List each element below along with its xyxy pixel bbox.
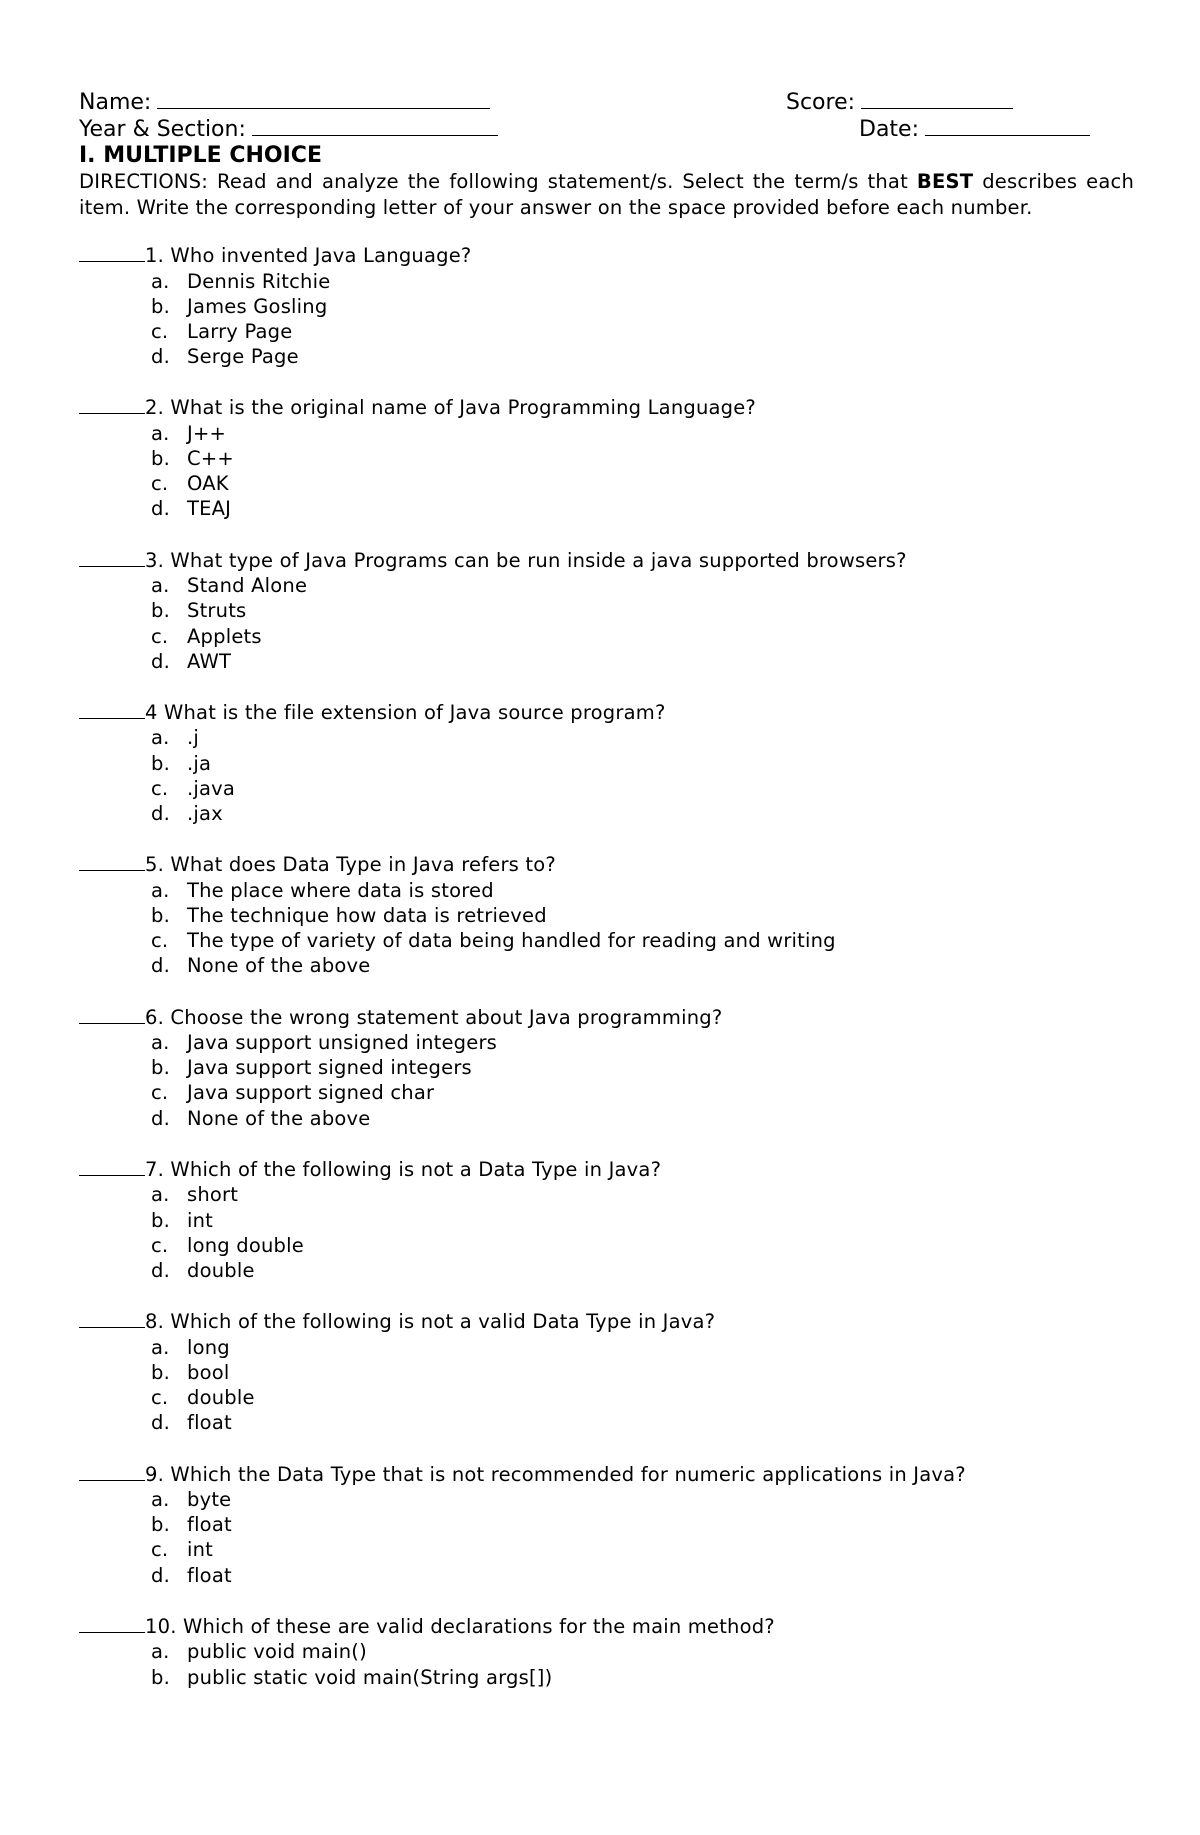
choice-item — [151, 319, 1134, 344]
question-line — [79, 851, 1134, 878]
choice-text: Applets — [187, 624, 262, 648]
choice-text: float — [187, 1411, 232, 1435]
question-text: 7. Which of the following is not a Data Type in Java? — [145, 1157, 662, 1181]
choice-text: long — [187, 1335, 230, 1359]
choice-text: The type of variety of data being handled for reading and writing — [187, 929, 836, 953]
choice-list — [79, 1487, 1134, 1588]
choice-item — [151, 1665, 1134, 1690]
choice-letter: b. — [151, 1208, 170, 1232]
choice-item — [151, 598, 1134, 623]
choice-text: Stand Alone — [187, 574, 308, 598]
name-field[interactable] — [79, 88, 490, 116]
question-line — [79, 1461, 1134, 1488]
question-text: 6. Choose the wrong statement about Java programming? — [145, 1005, 723, 1029]
choice-letter: a. — [151, 1183, 170, 1207]
choice-item — [151, 1487, 1134, 1512]
choice-text: Struts — [187, 599, 247, 623]
choice-text: None of the above — [187, 954, 371, 978]
choice-item — [151, 1030, 1134, 1055]
answer-blank[interactable] — [79, 394, 145, 414]
choice-list — [79, 878, 1134, 979]
question-item — [79, 699, 1134, 826]
directions-part2: describes each item. Write the corresponding letter of your answer on the space provided before each number. — [79, 170, 1135, 219]
question-item — [79, 547, 1134, 674]
choice-text: double — [187, 1258, 255, 1282]
choice-item — [151, 1410, 1134, 1435]
choice-letter: b. — [151, 1056, 170, 1080]
question-text: 8. Which of the following is not a valid Data Type in Java? — [145, 1310, 716, 1334]
choice-letter: d. — [151, 1411, 170, 1435]
name-label: Name: — [79, 90, 152, 115]
choice-item — [151, 1208, 1134, 1233]
choice-item — [151, 1385, 1134, 1410]
directions-emphasis: BEST — [916, 170, 974, 193]
choice-letter: c. — [151, 1386, 169, 1410]
choice-letter: a. — [151, 1640, 170, 1664]
choice-list — [79, 1639, 1134, 1689]
choice-text: None of the above — [187, 1106, 371, 1130]
question-item — [79, 1156, 1134, 1283]
score-field[interactable] — [786, 88, 1013, 116]
question-item — [79, 242, 1134, 369]
score-blank[interactable] — [861, 88, 1013, 109]
choice-letter: a. — [151, 1335, 170, 1359]
question-item — [79, 1004, 1134, 1131]
choice-item — [151, 421, 1134, 446]
choice-item — [151, 1080, 1134, 1105]
choice-item — [151, 1537, 1134, 1562]
choice-letter: c. — [151, 1538, 169, 1562]
answer-blank[interactable] — [79, 699, 145, 719]
choice-item — [151, 1512, 1134, 1537]
date-label: Date: — [859, 117, 919, 142]
choice-item — [151, 751, 1134, 776]
choice-text: .j — [187, 726, 200, 750]
choice-letter: a. — [151, 574, 170, 598]
question-line — [79, 547, 1134, 574]
choice-item — [151, 269, 1134, 294]
answer-blank[interactable] — [79, 1156, 145, 1176]
choice-list — [79, 573, 1134, 674]
question-line — [79, 242, 1134, 269]
choice-item — [151, 1258, 1134, 1283]
question-line — [79, 1156, 1134, 1183]
question-text: 3. What type of Java Programs can be run inside a java supported browsers? — [145, 548, 907, 572]
choice-text: Java support signed integers — [187, 1056, 472, 1080]
choice-item — [151, 1106, 1134, 1131]
choice-item — [151, 1055, 1134, 1080]
choice-item — [151, 725, 1134, 750]
choice-list — [79, 1335, 1134, 1436]
choice-text: bool — [187, 1360, 230, 1384]
question-text: 5. What does Data Type in Java refers to? — [145, 853, 556, 877]
date-field[interactable] — [859, 115, 1090, 143]
choice-text: Java support unsigned integers — [187, 1031, 498, 1055]
directions-part1: DIRECTIONS: Read and analyze the following statement/s. Select the term/s that — [79, 170, 917, 193]
choice-list — [79, 725, 1134, 826]
choice-text: TEAJ — [187, 497, 232, 521]
answer-blank[interactable] — [79, 242, 145, 262]
quiz-page — [79, 88, 1134, 1715]
choice-letter: c. — [151, 624, 169, 648]
choice-text: Dennis Ritchie — [187, 269, 331, 293]
answer-blank[interactable] — [79, 547, 145, 567]
year-section-label: Year & Section: — [79, 117, 246, 142]
choice-letter: a. — [151, 726, 170, 750]
choice-letter: d. — [151, 1106, 170, 1130]
choice-letter: b. — [151, 1513, 170, 1537]
question-line — [79, 1613, 1134, 1640]
choice-letter: d. — [151, 1563, 170, 1587]
choice-letter: b. — [151, 903, 170, 927]
section-title: I. MULTIPLE CHOICE — [79, 143, 322, 168]
choice-text: .ja — [187, 751, 212, 775]
answer-blank[interactable] — [79, 1004, 145, 1024]
choice-letter: a. — [151, 878, 170, 902]
choice-text: .java — [187, 776, 236, 800]
question-text: 10. Which of these are valid declarations for the main method? — [145, 1614, 775, 1638]
header-row-1 — [79, 88, 1134, 115]
question-line — [79, 1004, 1134, 1031]
question-line — [79, 1308, 1134, 1335]
choice-item — [151, 878, 1134, 903]
choice-text: public void main() — [187, 1640, 367, 1664]
directions-text — [79, 169, 1134, 220]
choice-letter: b. — [151, 1360, 170, 1384]
name-blank[interactable] — [157, 88, 490, 109]
score-label: Score: — [786, 90, 856, 115]
choice-letter: c. — [151, 776, 169, 800]
choice-text: Serge Page — [187, 345, 299, 369]
choice-letter: a. — [151, 269, 170, 293]
choice-text: J++ — [187, 421, 227, 445]
choice-letter: a. — [151, 421, 170, 445]
choice-item — [151, 496, 1134, 521]
choice-letter: a. — [151, 1031, 170, 1055]
choice-item — [151, 1182, 1134, 1207]
question-list — [79, 242, 1134, 1690]
choice-letter: b. — [151, 447, 170, 471]
year-section-field[interactable] — [79, 115, 498, 143]
question-item — [79, 1461, 1134, 1588]
question-line — [79, 699, 1134, 726]
choice-item — [151, 294, 1134, 319]
choice-text: int — [187, 1208, 214, 1232]
choice-letter: c. — [151, 1081, 169, 1105]
choice-text: Java support signed char — [187, 1081, 435, 1105]
choice-text: OAK — [187, 472, 229, 496]
question-item — [79, 1613, 1134, 1690]
choice-list — [79, 269, 1134, 370]
choice-item — [151, 953, 1134, 978]
question-item — [79, 394, 1134, 521]
choice-item — [151, 1563, 1134, 1588]
question-text: 9. Which the Data Type that is not recommended for numeric applications in Java? — [145, 1462, 966, 1486]
choice-text: .jax — [187, 802, 223, 826]
choice-letter: b. — [151, 599, 170, 623]
choice-item — [151, 903, 1134, 928]
choice-letter: d. — [151, 345, 170, 369]
choice-text: James Gosling — [187, 294, 328, 318]
choice-letter: a. — [151, 1488, 170, 1511]
choice-list — [79, 421, 1134, 522]
choice-list — [79, 1030, 1134, 1131]
choice-item — [151, 649, 1134, 674]
choice-text: The place where data is stored — [187, 878, 494, 902]
date-blank[interactable] — [925, 115, 1090, 136]
question-text: 4 What is the file extension of Java source program? — [145, 700, 666, 724]
choice-letter: d. — [151, 649, 170, 673]
choice-text: byte — [187, 1488, 232, 1511]
answer-blank[interactable] — [79, 1308, 145, 1328]
choice-text: public static void main(String args[]) — [187, 1665, 553, 1689]
choice-item — [151, 446, 1134, 471]
choice-text: long double — [187, 1233, 304, 1257]
question-item — [79, 1308, 1134, 1435]
year-section-blank[interactable] — [252, 115, 498, 136]
question-line — [79, 394, 1134, 421]
choice-text: int — [187, 1538, 214, 1562]
answer-blank[interactable] — [79, 1613, 145, 1633]
choice-text: short — [187, 1183, 239, 1207]
choice-item — [151, 776, 1134, 801]
answer-blank[interactable] — [79, 1461, 145, 1481]
choice-text: float — [187, 1513, 232, 1537]
question-text: 1. Who invented Java Language? — [145, 244, 472, 267]
choice-letter: d. — [151, 954, 170, 978]
choice-item — [151, 801, 1134, 826]
choice-item — [151, 1360, 1134, 1385]
choice-text: AWT — [187, 649, 232, 673]
choice-letter: b. — [151, 294, 170, 318]
choice-letter: d. — [151, 1258, 170, 1282]
choice-text: double — [187, 1386, 255, 1410]
choice-list — [79, 1182, 1134, 1283]
header-row-2 — [79, 115, 1134, 142]
choice-item — [151, 1233, 1134, 1258]
choice-text: C++ — [187, 447, 234, 471]
choice-item — [151, 1335, 1134, 1360]
choice-letter: b. — [151, 1665, 170, 1689]
choice-letter: d. — [151, 802, 170, 826]
choice-letter: c. — [151, 929, 169, 953]
choice-text: float — [187, 1563, 232, 1587]
question-text: 2. What is the original name of Java Programming Language? — [145, 396, 756, 420]
choice-letter: c. — [151, 319, 169, 343]
choice-item — [151, 1639, 1134, 1664]
choice-letter: b. — [151, 751, 170, 775]
choice-item — [151, 624, 1134, 649]
choice-text: Larry Page — [187, 319, 293, 343]
choice-letter: c. — [151, 472, 169, 496]
choice-item — [151, 573, 1134, 598]
choice-item — [151, 471, 1134, 496]
choice-letter: c. — [151, 1233, 169, 1257]
choice-letter: d. — [151, 497, 170, 521]
answer-blank[interactable] — [79, 851, 145, 871]
choice-text: The technique how data is retrieved — [187, 903, 547, 927]
question-item — [79, 851, 1134, 978]
choice-item — [151, 344, 1134, 369]
choice-item — [151, 928, 1134, 953]
